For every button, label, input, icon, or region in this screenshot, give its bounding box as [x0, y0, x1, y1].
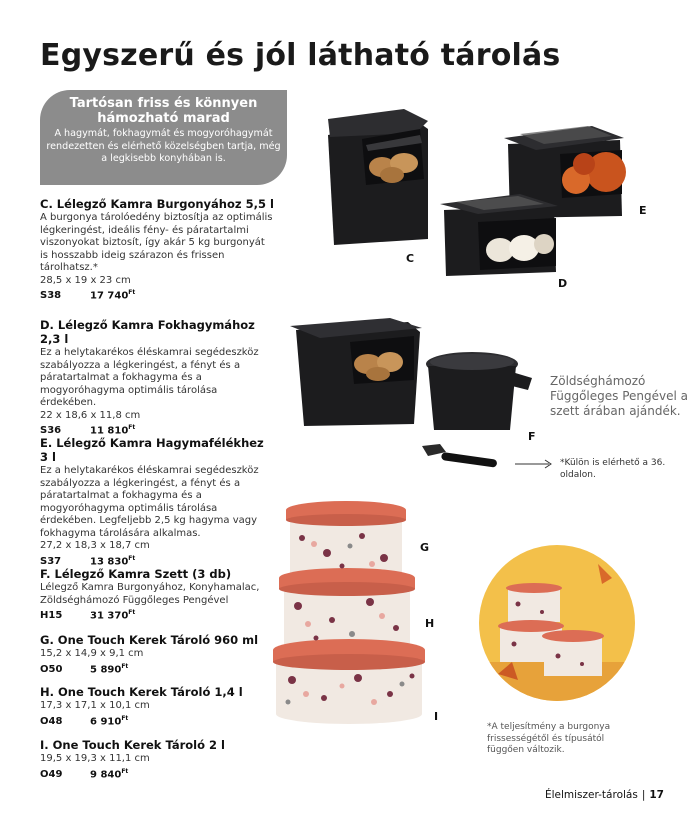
product-name: H. One Touch Kerek Tároló 1,4 l	[40, 685, 243, 699]
product-description: Ez a helytakarékos éléskamrai segédeszköz szabályozza a légkeringést, a fényt és a páratartalmat a fokhagyma és a mogyoróhagyma optimális tárolása érdekében.	[40, 347, 259, 408]
product-code: S36	[40, 425, 62, 437]
label-g: G	[420, 541, 430, 554]
potato-container-image	[322, 105, 437, 250]
product-code: O50	[40, 663, 63, 675]
product-code: S38	[40, 290, 62, 302]
product-g	[40, 633, 275, 676]
product-d	[40, 318, 275, 438]
label-e: E	[639, 204, 647, 217]
product-dimensions: 19,5 x 19,3 x 11,1 cm	[40, 753, 150, 764]
currency: Ft	[128, 554, 136, 562]
product-price: 31 370	[90, 610, 129, 622]
page-footer	[545, 789, 664, 801]
label-h: H	[425, 617, 435, 630]
product-e	[40, 436, 275, 568]
label-f: F	[528, 430, 536, 443]
product-dimensions: 27,2 x 18,3 x 18,7 cm	[40, 540, 150, 551]
product-price-line	[40, 607, 275, 623]
product-code: S37	[40, 555, 62, 567]
product-description: Lélegző Kamra Burgonyához, Konyhamalac, Zöldséghámozó Függőleges Pengével	[40, 582, 260, 606]
performance-footnote: *A teljesítmény a burgonya frissességétől és típusától függően változik.	[487, 722, 611, 755]
product-price-line	[40, 713, 275, 729]
product-name: E. Lélegző Kamra Hagymafélékhez 3 l	[40, 436, 264, 464]
product-c	[40, 197, 275, 303]
footer-section: Élelmiszer-tárolás	[544, 789, 638, 801]
promo-heading: Tartósan friss és könnyen hámozható marad	[69, 96, 258, 126]
product-code: H15	[40, 610, 63, 622]
product-h	[40, 685, 275, 728]
product-code: O49	[40, 768, 63, 780]
product-price-line	[40, 661, 275, 677]
piggy-bowl-image	[420, 348, 540, 438]
product-code: O48	[40, 715, 63, 727]
promo-body: A hagymát, fokhagymát és mogyoróhagymát rendezetten és elérhető közelségben tartja, még a legkisebb konyhában is.	[46, 128, 281, 164]
lifestyle-photo-image	[478, 544, 636, 702]
product-i	[40, 738, 275, 781]
currency: Ft	[121, 662, 129, 670]
label-i: I	[434, 710, 439, 723]
currency: Ft	[121, 767, 129, 775]
product-price: 9 840	[90, 768, 122, 780]
peeler-image	[418, 440, 500, 470]
currency: Ft	[121, 714, 129, 722]
product-price: 5 890	[90, 663, 122, 675]
product-price-line	[40, 553, 275, 569]
separately-available-note: *Külön is elérhető a 36. oldalon.	[560, 458, 666, 480]
product-name: D. Lélegző Kamra Fokhagymához 2,3 l	[40, 318, 255, 346]
label-c: C	[406, 252, 415, 265]
product-price: 11 810	[90, 425, 129, 437]
peeler-gift-text: Zöldséghámozó Függőleges Pengével a szett árában ajándék.	[550, 374, 688, 418]
product-name: I. One Touch Kerek Tároló 2 l	[40, 738, 225, 752]
page-title: Egyszerű és jól látható tárolás	[40, 38, 561, 73]
product-name: G. One Touch Kerek Tároló 960 ml	[40, 633, 259, 647]
promo-box	[40, 90, 287, 185]
product-dimensions: 17,3 x 17,1 x 10,1 cm	[40, 700, 150, 711]
product-price: 13 830	[90, 555, 129, 567]
product-f	[40, 567, 275, 623]
product-price-line	[40, 287, 275, 303]
product-price-line	[40, 766, 275, 782]
label-d: D	[558, 277, 568, 290]
product-description: A burgonya tárolóedény biztosítja az optimális légkeringést, ideális fény- és páratartalmi viszonyokat biztosít, így akár 5 kg burgonyát is hosszabb ideig szárazon és frissen tárolhatsz.*	[40, 212, 273, 273]
product-dimensions: 28,5 x 19 x 23 cm	[40, 274, 131, 286]
product-dimensions: 22 x 18,6 x 11,8 cm	[40, 409, 141, 421]
product-price: 17 740	[90, 290, 129, 302]
currency: Ft	[128, 424, 136, 431]
garlic-container-image	[438, 190, 563, 280]
page-number: 17	[649, 789, 664, 801]
currency: Ft	[128, 609, 136, 616]
currency: Ft	[128, 289, 136, 296]
product-dimensions: 15,2 x 14,9 x 9,1 cm	[40, 648, 144, 659]
arrow-right-icon	[515, 458, 555, 470]
product-name: C. Lélegző Kamra Burgonyához 5,5 l	[40, 197, 274, 211]
storage-set-image	[290, 318, 430, 428]
product-name: F. Lélegző Kamra Szett (3 db)	[40, 567, 232, 581]
product-description: Ez a helytakarékos éléskamrai segédeszköz szabályozza a légkeringést, a fényt és a páratartalmat a fokhagyma és a mogyoróhagyma optimális tárolása érdekében. Legfeljebb 2,5 kg hagyma vagy fokhagyma tárolására alkalmas.	[40, 465, 259, 539]
footer-separator: |	[641, 789, 646, 801]
product-price: 6 910	[90, 715, 122, 727]
round-containers-image	[272, 498, 430, 726]
